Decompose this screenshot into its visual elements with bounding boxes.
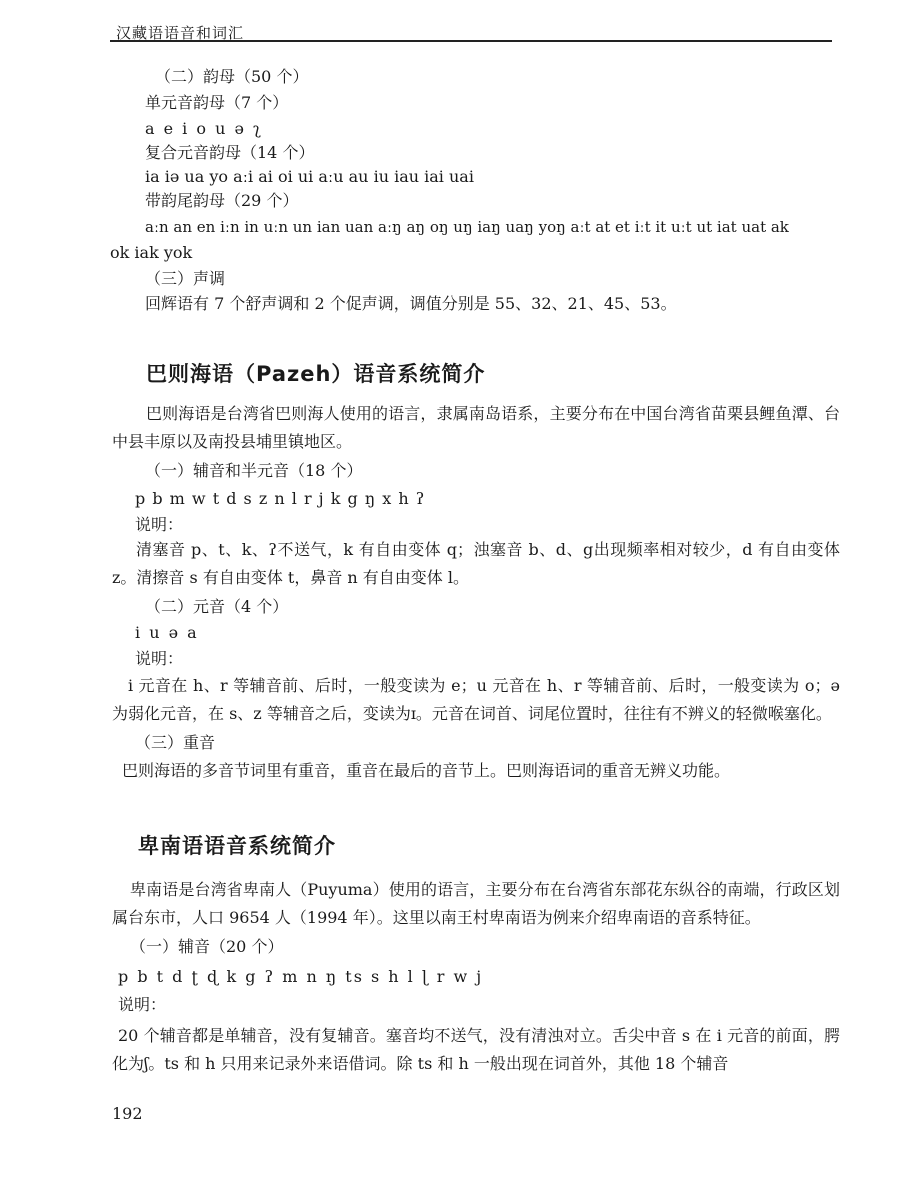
pazeh-vowel-list: i u ə a: [135, 623, 199, 642]
pazeh-stress-heading: （三）重音: [135, 733, 216, 752]
compound-finals-list: ia iə ua yo aːi ai oi ui aːu au iu iau iai uai: [145, 167, 474, 186]
coda-finals-label: 带韵尾韵母（29 个）: [145, 191, 299, 210]
coda-finals-list-2: ok iak yok: [110, 243, 193, 262]
puyuma-note-text: 20 个辅音都是单辅音，没有复辅音。塞音均不送气，没有清浊对立。舌尖中音 s 在 i 元音的前面，腭化为ʃ。ts 和 h 只用来记录外来语借词。除 ts 和 h 一般出现在词首外，其他 18 个辅音: [112, 1026, 840, 1073]
pazeh-note2-text: i 元音在 h、r 等辅音前、后时，一般变读为 e；u 元音在 h、r 等辅音前、后时，一般变读为 o；ə 为弱化元音，在 s、z 等辅音之后，变读为ɪ。元音在词首、词尾位置时，往往有不辨义的轻微喉塞化。: [112, 676, 840, 723]
tone-text: 回辉语有 7 个舒声调和 2 个促声调，调值分别是 55、32、21、45、53。: [145, 294, 677, 313]
running-header: 汉藏语语音和词汇: [116, 24, 245, 42]
section-title-puyuma: 卑南语语音系统简介: [138, 834, 336, 858]
finals-heading: （二）韵母（50 个）: [155, 67, 309, 86]
compound-finals-label: 复合元音韵母（14 个）: [145, 143, 315, 162]
header-rule: [110, 40, 832, 42]
pazeh-consonants-heading: （一）辅音和半元音（18 个）: [145, 461, 363, 480]
coda-finals-list-1: aːn an en iːn in uːn un ian uan aːŋ aŋ oŋ uŋ iaŋ uaŋ yoŋ aːt at et iːt it uːt ut iat uat ak: [145, 218, 789, 236]
section-title-pazeh: 巴则海语（Pazeh）语音系统简介: [146, 362, 486, 386]
puyuma-intro: 卑南语是台湾省卑南人（Puyuma）使用的语言，主要分布在台湾省东部花东纵谷的南端，行政区划属台东市，人口 9654 人（1994 年）。这里以南王村卑南语为例来介绍卑南语的音系特征。: [112, 880, 840, 927]
puyuma-consonant-list: p b t d ʈ ɖ k g ʔ m n ŋ ts s h l ɭ r w j: [118, 967, 484, 986]
puyuma-consonants-heading: （一）辅音（20 个）: [130, 937, 284, 956]
pazeh-stress-text: 巴则海语的多音节词里有重音，重音在最后的音节上。巴则海语词的重音无辨义功能。: [122, 761, 731, 780]
page-number: 192: [112, 1104, 143, 1123]
pazeh-note1-text: 清塞音 p、t、k、ʔ不送气，k 有自由变体 q；浊塞音 b、d、g出现频率相对较少，d 有自由变体 z。清擦音 s 有自由变体 t，鼻音 n 有自由变体 l。: [112, 540, 840, 587]
mono-finals-label: 单元音韵母（7 个）: [145, 93, 289, 112]
pazeh-vowels-heading: （二）元音（4 个）: [145, 597, 289, 616]
pazeh-consonant-list: p b m w t d s z n l r j k g ŋ x h ʔ: [135, 489, 426, 508]
tone-heading: （三）声调: [145, 269, 226, 288]
pazeh-note2-label: 说明：: [135, 649, 184, 668]
mono-finals-list: a e i o u ə ʅ: [145, 119, 263, 138]
puyuma-note-label: 说明：: [118, 995, 167, 1014]
pazeh-note1-label: 说明：: [135, 515, 184, 534]
pazeh-intro: 巴则海语是台湾省巴则海人使用的语言，隶属南岛语系，主要分布在中国台湾省苗栗县鲤鱼潭、台中县丰原以及南投县埔里镇地区。: [112, 404, 840, 451]
